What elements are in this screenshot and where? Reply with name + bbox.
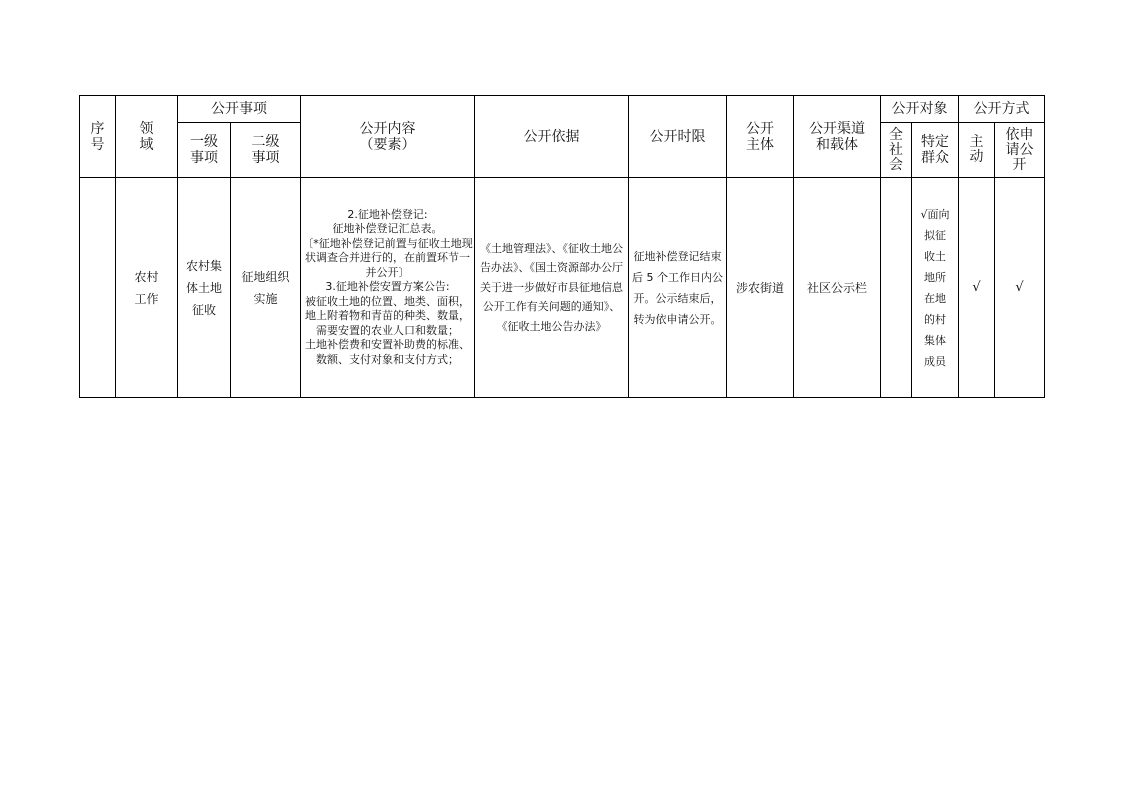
cell-subject: 涉农街道 [727,178,794,398]
header-active: 主 动 [959,123,995,178]
header-specific-group: 特定 群众 [912,123,959,178]
header-content: 公开内容 （要素） [301,96,475,178]
header-channel: 公开渠道 和载体 [794,96,881,178]
disclosure-table [79,95,1045,398]
cell-level2: 征地组织 实施 [231,178,301,398]
cell-active-check: √ [959,178,995,398]
cell-whole-society [881,178,912,398]
cell-time-limit: 征地补偿登记结束后 5 个工作日内公开。公示结束后，转为依申请公开。 [629,178,727,398]
header-basis: 公开依据 [475,96,629,178]
header-method-group: 公开方式 [959,96,1045,123]
header-target-group: 公开对象 [881,96,959,123]
header-field: 领 域 [116,96,178,178]
cell-field: 农村 工作 [116,178,178,398]
cell-basis: 《土地管理法》、《征收土地公告办法》、《国土资源部办公厅关于进一步做好市县征地信息公开工作有关问题的通知》、《征收土地公告办法》 [475,178,629,398]
cell-level1: 农村集 体土地 征收 [178,178,231,398]
header-seq: 序 号 [80,96,116,178]
cell-specific-group: √面向 拟征 收土 地所 在地 的村 集体 成员 [912,178,959,398]
table-row [80,178,1045,398]
header-subject: 公开 主体 [727,96,794,178]
header-on-request: 依申 请公 开 [995,123,1045,178]
header-whole-society: 全 社 会 [881,123,912,178]
header-row-1 [80,96,1045,123]
header-item-group: 公开事项 [178,96,301,123]
header-level1: 一级 事项 [178,123,231,178]
cell-content: 2.征地补偿登记: 征地补偿登记汇总表。 〔*征地补偿登记前置与征收土地现状调查合并进行的，在前置环节一并公开〕 3.征地补偿安置方案公告: 被征收土地的位置、地类、面积，地上附着物和青苗的种类、数量，需要安置的农业人口和数量； 土地补偿费和安置补助费的标准、数额、支付对象和支付方式； [301,178,475,398]
cell-on-request-check: √ [995,178,1045,398]
header-time-limit: 公开时限 [629,96,727,178]
cell-seq [80,178,116,398]
cell-channel: 社区公示栏 [794,178,881,398]
header-level2: 二级 事项 [231,123,301,178]
